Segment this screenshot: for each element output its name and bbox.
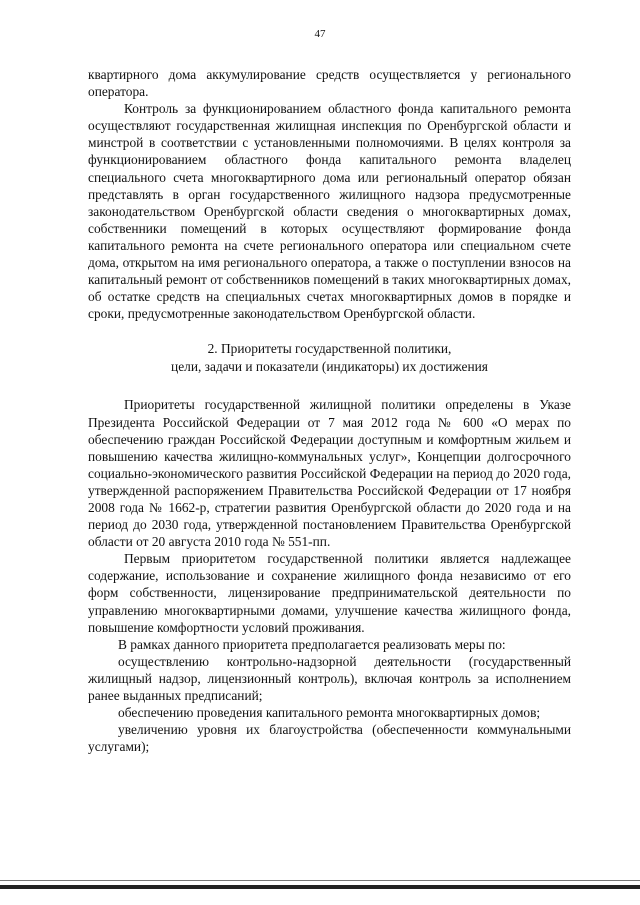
list-item-capital-repair: обеспечению проведения капитального ремонта многоквартирных домов; — [118, 705, 541, 721]
paragraph-control: Контроль за функционированием областного фонда капитального ремонта осуществляют государственная жилищная инспекция по Оренбургской области и минстрой в соответствии с установленными полномочиями. В целях контроля за функционированием областного фонда капитального ремонта владелец специального счета многоквартирного дома или региональный оператор обязан представлять в орган государственного жилищного надзора предусмотренные законодательством Оренбургской области сведения о многоквартирных домах, собственники помещений в которых осуществляют формирование фонда капитального ремонта на счете регионального оператора или специальном счете дома, открытом на имя регионального оператора, а также о поступлении взносов на капитальный ремонт от собственников помещений в таких многоквартирных домах, об остатке средств на специальных счетах многоквартирных домов в порядке и сроки, предусмотренные законодательством Оренбургской области. — [88, 101, 571, 322]
list-item-supervision: осуществлению контрольно-надзорной деятельности (государственный жилищный надзор, лицензионный контроль), включая контроль за исполнением ранее выданных предписаний; — [88, 653, 571, 703]
scan-edge-line — [0, 880, 640, 881]
document-body — [88, 66, 571, 755]
scan-bottom-border — [0, 885, 640, 889]
paragraph-first-priority: Первым приоритетом государственной политики является надлежащее содержание, использование и сохранение жилищного фонда независимо от его форм собственности, лицензирование предпринимательской деятельности по управлению многоквартирными домами, улучшение качества жилищного фонда, повышение комфортности условий проживания. — [88, 551, 571, 635]
section-heading-line-1: 2. Приоритеты государственной политики, — [207, 341, 452, 357]
list-item-improvement: увеличению уровня их благоустройства (обеспеченности коммунальными услугами); — [88, 722, 571, 755]
page-number: 47 — [314, 28, 326, 40]
section-heading — [88, 340, 571, 376]
paragraph-measures-intro: В рамках данного приоритета предполагается реализовать меры по: — [118, 636, 506, 652]
paragraph-continuation: квартирного дома аккумулирование средств осуществляется у регионального оператора. — [88, 67, 571, 100]
paragraph-priorities: Приоритеты государственной жилищной политики определены в Указе Президента Российской Федерации от 7 мая 2012 года № 600 «О мерах по обеспечению граждан Российской Федерации доступным и комфортным жильем и повышению качества жилищно-коммунальных услуг», Концепции долгосрочного социально-экономического развития Российской Федерации на период до 2020 года, утвержденной распоряжением Правительства Российской Федерации от 17 ноября 2008 года № 1662-р, стратегии развития Оренбургской области до 2020 года и на период до 2030 года, утвержденной постановлением Правительства Оренбургской области от 20 августа 2010 года № 551-пп. — [88, 397, 571, 550]
section-heading-line-2: цели, задачи и показатели (индикаторы) их достижения — [171, 359, 488, 375]
